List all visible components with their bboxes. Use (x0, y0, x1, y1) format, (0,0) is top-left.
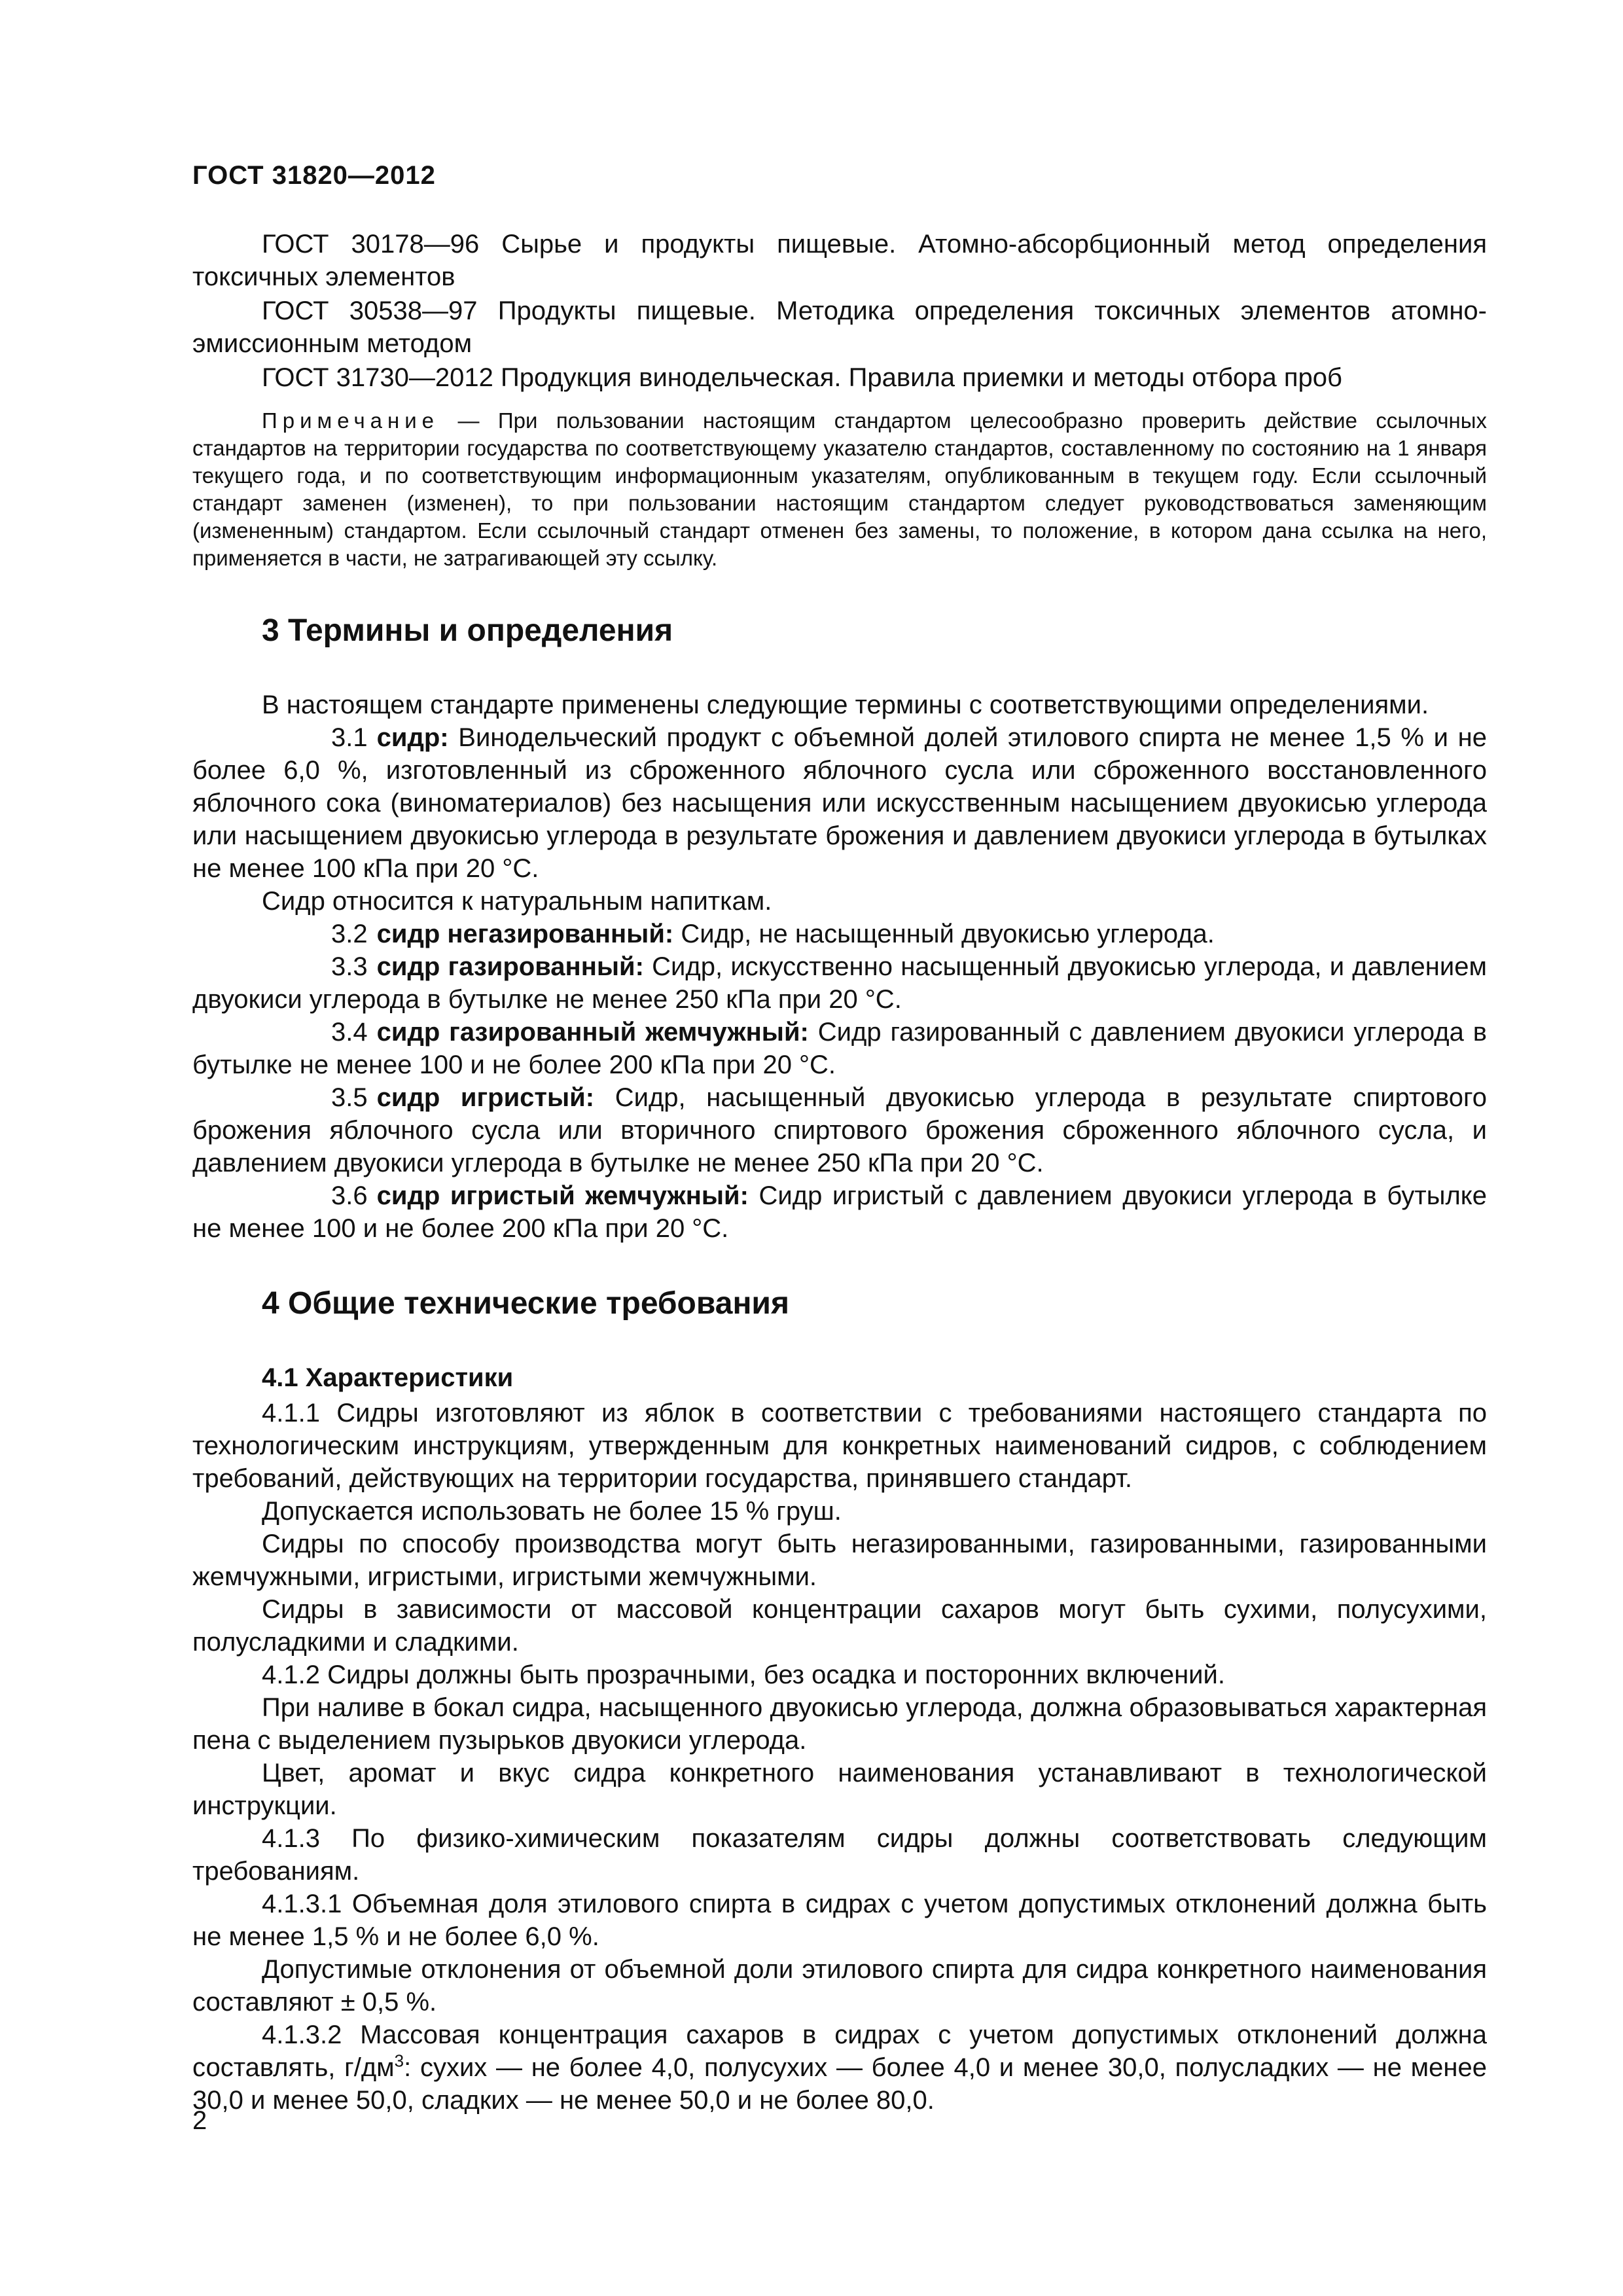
term-text: Сидр, насыщенный двуокисью углерода в результате спиртового брожения яблочного сусла или вторичного спиртового брожения сброженного яблочного сусла, и давлением двуокиси углерода в бутылке не менее 250 кПа при 20 °С. (192, 1083, 1487, 1177)
term-definition (192, 721, 1487, 885)
sugar-text-start: 4.1.3.2 Массовая концентрация сахаров в сидрах с учетом допустимых отклонений должна составлять, г/дм (192, 2020, 1487, 2082)
sugar-text-end: : сухих — не более 4,0, полусухих — более 4,0 и менее 30,0, полусладких — не менее 30,0 и менее 50,0, сладких — не менее 50,0 и не более 80,0. (192, 2053, 1487, 2115)
note-label: Примечание (262, 408, 440, 433)
section-3-intro: В настоящем стандарте применены следующие термины с соответствующими определениями. (262, 691, 1429, 719)
term-text: Сидр газированный с давлением двуокиси углерода в бутылке не менее 100 и не более 200 кПа при 20 °С. (192, 1018, 1488, 1079)
term-number: 3.1 (331, 723, 368, 752)
body-paragraph: Цвет, аромат и вкус сидра конкретного наименования устанавливают в технологической инструкции. (192, 1759, 1487, 1820)
subsection-4-1-heading: 4.1 Характеристики (262, 1363, 514, 1392)
term-name: сидр: (376, 723, 449, 752)
term-name: сидр игристый: (376, 1083, 595, 1112)
term-number: 3.3 (331, 952, 368, 981)
term-number: 3.4 (331, 1018, 368, 1047)
body-paragraph: 4.1.1 Сидры изготовляют из яблок в соответствии с требованиями настоящего стандарта по технологическим инструкциям, утвержденным для конкретных наименований сидров, с соблюдением требований, действующих на территории государства, принявшего стандарт. (192, 1399, 1487, 1493)
term-text: Сидр, не насыщенный двуокисью углерода. (673, 920, 1215, 948)
term-name: сидр негазированный: (376, 920, 674, 948)
term-name: сидр игристый жемчужный: (376, 1181, 749, 1210)
term-number: 3.5 (331, 1083, 368, 1112)
body-paragraph: 4.1.2 Сидры должны быть прозрачными, без осадка и посторонних включений. (262, 1660, 1225, 1689)
term-definition (192, 1179, 1487, 1245)
note-text: — При пользовании настоящим стандартом целесообразно проверить действие ссылочных стандартов на территории государства по соответствующему указателю стандартов, составленному по состоянию на 1 января текущего года, и по соответствующим информационным указателям, опубликованным в текущем году. Если ссылочный стандарт заменен (изменен), то при пользовании настоящим стандартом следует руководствоваться заменяющим (измененным) стандартом. Если ссылочный стандарт отменен без замены, то положение, в котором дана ссылка на него, применяется в части, не затрагивающей эту ссылку. (192, 408, 1487, 570)
reference-item: ГОСТ 30178—96 Сырье и продукты пищевые. Атомно-абсорбционный метод определения токсичных элементов (192, 230, 1487, 291)
reference-list (192, 228, 1487, 394)
document-header: ГОСТ 31820—2012 (192, 161, 436, 190)
term-definition (192, 1016, 1487, 1081)
term-number: 3.2 (331, 920, 368, 948)
body-paragraph: 4.1.3 По физико-химическим показателям сидры должны соответствовать следующим требованиям. (192, 1824, 1487, 1886)
body-paragraph: 4.1.3.1 Объемная доля этилового спирта в сидрах с учетом допустимых отклонений должна быть не менее 1,5 % и не более 6,0 %. (192, 1890, 1487, 1951)
body-paragraph: Допустимые отклонения от объемной доли этилового спирта для сидра конкретного наименования составляют ± 0,5 %. (192, 1955, 1487, 2017)
term-name: сидр газированный жемчужный: (376, 1018, 809, 1047)
body-paragraph (192, 2018, 1487, 2117)
note-paragraph (192, 407, 1487, 572)
page-number: 2 (192, 2106, 207, 2135)
reference-item: ГОСТ 31730—2012 Продукция винодельческая. Правила приемки и методы отбора проб (262, 363, 1342, 392)
term-text: Винодельческий продукт с объемной долей этилового спирта не менее 1,5 % и не более 6,0 %, изготовленный из сброженного яблочного сусла или сброженного восстановленного яблочного сока (виноматериалов) без насыщения или искусственным насыщением двуокисью углерода или насыщением двуокисью углерода в результате брожения и давлением двуокиси углерода в бутылках не менее 100 кПа при 20 °С. (192, 723, 1487, 883)
body-paragraph: При наливе в бокал сидра, насыщенного двуокисью углерода, должна образовываться характерная пена с выделением пузырьков двуокиси углерода. (192, 1693, 1487, 1755)
document-body (192, 228, 1487, 2117)
term-note: Сидр относится к натуральным напиткам. (262, 887, 772, 916)
body-paragraph: Сидры в зависимости от массовой концентрации сахаров могут быть сухими, полусухими, полусладкими и сладкими. (192, 1595, 1487, 1657)
body-paragraph: Допускается использовать не более 15 % груш. (262, 1497, 842, 1526)
section-3-heading: 3 Термины и определения (262, 613, 673, 648)
section-4-heading: 4 Общие технические требования (262, 1286, 789, 1321)
term-number: 3.6 (331, 1181, 368, 1210)
term-definition (192, 1081, 1487, 1179)
unit-superscript: 3 (394, 2051, 404, 2071)
term-name: сидр газированный: (376, 952, 644, 981)
term-text: Сидр, искусственно насыщенный двуокисью углерода, и давлением двуокиси углерода в бутылке не менее 250 кПа при 20 °С. (192, 952, 1487, 1014)
term-definition (192, 918, 1487, 950)
reference-item: ГОСТ 30538—97 Продукты пищевые. Методика определения токсичных элементов атомно-эмиссионным методом (192, 296, 1487, 358)
body-paragraph: Сидры по способу производства могут быть негазированными, газированными, газированными жемчужными, игристыми, игристыми жемчужными. (192, 1530, 1487, 1591)
term-text: Сидр игристый с давлением двуокиси углерода в бутылке не менее 100 и не более 200 кПа при 20 °С. (192, 1181, 1488, 1243)
term-definition (192, 950, 1487, 1016)
